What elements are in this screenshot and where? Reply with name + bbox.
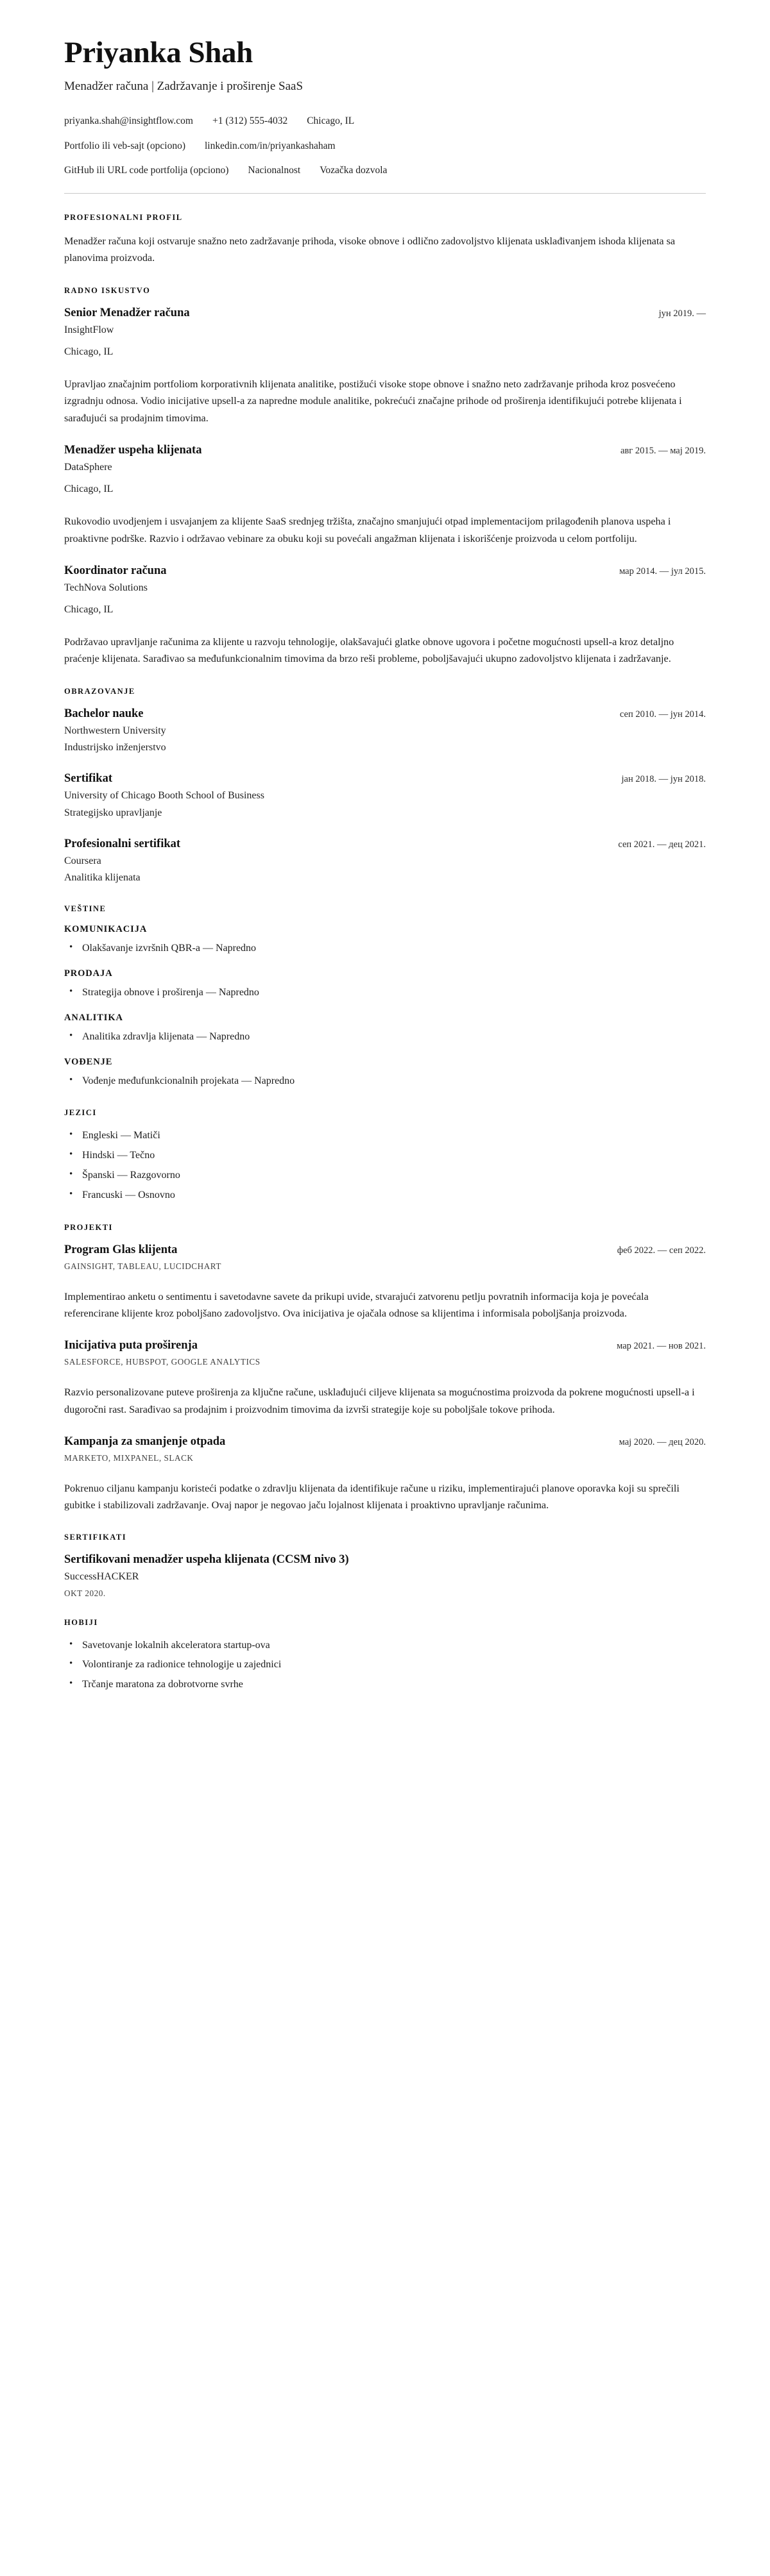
- section-title-skills: VEŠTINE: [64, 904, 107, 914]
- section-profile: [64, 213, 706, 266]
- experience-item-head: [64, 564, 706, 578]
- candidate-headline: Menadžer računa | Zadržavanje i proširenje SaaS: [64, 80, 304, 94]
- profile-summary: Menadžer računa koji ostvaruje snažno neto zadržavanje prihoda, visoke obnove i odlično zadovoljstvo klijenata usklađivanjem ishoda klijenata sa planovima proizvoda.: [64, 235, 676, 264]
- education-item-head: [64, 707, 706, 721]
- project-item-head: [64, 1338, 706, 1353]
- section-skills: [64, 904, 706, 1203]
- job-role: Senior Menadžer računa: [64, 306, 190, 319]
- education-school: University of Chicago Booth School of Business: [64, 790, 264, 802]
- education-degree: Sertifikat: [64, 772, 113, 786]
- job-role: Koordinator računa: [64, 564, 167, 577]
- experience-item-head: [64, 443, 706, 458]
- education-school: Coursera: [64, 855, 101, 866]
- hobby-item: • Volontiranje za radionice tehnologije u zajednici: [64, 1657, 706, 1673]
- certificate-item: [64, 1553, 706, 1598]
- contact-row-1: [64, 114, 706, 128]
- education-item-head: [64, 771, 706, 786]
- education-item-head: [64, 837, 706, 852]
- education-school: Northwestern University: [64, 725, 166, 736]
- language-item: • Hindski — Tečno: [64, 1148, 706, 1164]
- contact-github[interactable]: GitHub ili URL code portfolija (opciono): [64, 165, 229, 176]
- education-item: [64, 837, 706, 886]
- job-date: мар 2014. — јул 2015.: [619, 566, 706, 577]
- section-title-projects: PROJEKTI: [64, 1222, 113, 1232]
- education-field: Industrijsko inženjerstvo: [64, 742, 166, 753]
- language-item: • Francuski — Osnovno: [64, 1188, 706, 1204]
- education-date: сеп 2021. — дец 2021.: [618, 839, 706, 850]
- skill-list: [64, 1029, 706, 1045]
- skill-item: • Vođenje međufunkcionalnih projekata — Napredno: [64, 1073, 706, 1090]
- project-stack: MARKETO, MIXPANEL, SLACK: [64, 1452, 194, 1463]
- project-date: мај 2020. — дец 2020.: [619, 1436, 706, 1447]
- project-stack: GAINSIGHT, TABLEAU, LUCIDCHART: [64, 1261, 221, 1271]
- project-name: Kampanja za smanjenje otpada: [64, 1435, 226, 1448]
- section-title-experience: RADNO ISKUSTVO: [64, 285, 151, 295]
- project-item-head: [64, 1243, 706, 1258]
- experience-item: [64, 306, 706, 426]
- job-description: Rukovodio uvodjenjem i usvajanjem za klijente SaaS srednjeg tržišta, značajno smanjujući otpad implementacijom prilagođenih planova uspeha i proaktivne podrške. Razvio i održavao vebinare za obuku koji su povećali angažman klijenata i iskorišćenje proizvoda u celom portfoliju.: [64, 516, 671, 544]
- section-title-hobbies: HOBIJI: [64, 1617, 98, 1627]
- section-experience: [64, 286, 706, 668]
- contact-nationality: Nacionalnost: [248, 165, 301, 176]
- education-degree: Bachelor nauke: [64, 707, 144, 720]
- skill-category: VOĐENJE: [64, 1056, 113, 1067]
- project-item: [64, 1243, 706, 1322]
- skill-category: PRODAJA: [64, 968, 113, 979]
- job-company: DataSphere: [64, 461, 112, 473]
- certificate-name: Sertifikovani menadžer uspeha klijenata (CCSM nivo 3): [64, 1553, 349, 1567]
- experience-item: [64, 564, 706, 668]
- section-certificates: [64, 1533, 706, 1598]
- section-title-education: OBRAZOVANJE: [64, 686, 135, 696]
- skill-group: [64, 968, 706, 1001]
- project-item-head: [64, 1435, 706, 1449]
- job-company: InsightFlow: [64, 324, 114, 335]
- job-location: Chicago, IL: [64, 484, 114, 495]
- education-field: Analitika klijenata: [64, 872, 141, 884]
- contact-driving-license: Vozačka dozvola: [320, 165, 388, 176]
- project-stack: SALESFORCE, HUBSPOT, GOOGLE ANALYTICS: [64, 1357, 261, 1367]
- education-item: [64, 771, 706, 820]
- certificate-issuer: SuccessHACKER: [64, 1571, 139, 1583]
- education-item: [64, 707, 706, 755]
- project-description: Implementirao anketu o sentimentu i savetodavne savete da prikupi uvide, stvarajući zatvorenu petlju povratnih informacija koja je povećala referencirane klijente kroz poboljšano zadovoljstvo. Ova inicijativa je ojačala odnose sa klijentima i informisala poboljšanja proizvoda.: [64, 1290, 649, 1319]
- contact-location: Chicago, IL: [307, 115, 355, 127]
- job-date: авг 2015. — мај 2019.: [620, 445, 706, 456]
- skill-group: [64, 1013, 706, 1045]
- job-location: Chicago, IL: [64, 346, 114, 357]
- job-description: Upravljao značajnim portfoliom korporativnih klijenata analitike, postižući visoke stope obnove i snažno neto zadržavanje prihoda kroz posvećeno izgradnju odnosa. Vodio inicijative upsell-a za napredne module analitike, pokrećući značajne prihode od proširenja identifikujući potrebe klijenata i sarađujući sa prodajnim timovima.: [64, 378, 682, 424]
- job-location: Chicago, IL: [64, 604, 114, 616]
- candidate-name: Priyanka Shah: [64, 36, 253, 69]
- skill-item: • Olakšavanje izvršnih QBR-a — Napredno: [64, 941, 706, 957]
- project-item: [64, 1435, 706, 1514]
- project-date: мар 2021. — нов 2021.: [617, 1341, 706, 1352]
- contact-portfolio[interactable]: Portfolio ili veb-sajt (opciono): [64, 140, 185, 151]
- hobby-item: • Trčanje maratona za dobrotvorne svrhe: [64, 1677, 706, 1693]
- education-date: сеп 2010. — јун 2014.: [619, 709, 706, 720]
- project-description: Razvio personalizovane puteve proširenja za ključne račune, usklađujući ciljeve klijenata sa mogućnostima proizvoda da pokrene mogućnosti upsell-a i dugoročni rast. Sarađivao sa prodajnim i proizvodnim timovima da izvrši strategije koje su poboljšale tokove prihoda.: [64, 1386, 695, 1415]
- section-title-profile: PROFESIONALNI PROFIL: [64, 213, 183, 223]
- skill-list: [64, 1073, 706, 1090]
- section-title-certificates: SERTIFIKATI: [64, 1533, 127, 1542]
- project-description: Pokrenuo ciljanu kampanju koristeći podatke o zdravlju klijenata da identifikuje račune u riziku, implementirajući planove oporavka koji su sprečili gubitke i stabilizovali zadržavanje. Ovaj napor je negovao jaču lojalnost klijenata i proaktivno upravljanje računima.: [64, 1482, 680, 1511]
- job-description: Podržavao upravljanje računima za klijente u razvoju tehnologije, olakšavajući glatke obnove ugovora i početne mogućnosti upsell-a kroz detaljno praćenje klijenata. Sarađivao sa međufunkcionalnim timovima da brzo reši probleme, poboljšavajući ukupno zadovoljstvo klijenata i zadržavanje.: [64, 636, 674, 665]
- project-date: феб 2022. — сеп 2022.: [617, 1245, 706, 1256]
- job-role: Menadžer uspeha klijenata: [64, 443, 202, 457]
- skill-category: KOMUNIKACIJA: [64, 924, 148, 935]
- section-title-languages: JEZICI: [64, 1108, 97, 1118]
- hobby-item: • Savetovanje lokalnih akceleratora startup-ova: [64, 1638, 706, 1654]
- skill-list: [64, 985, 706, 1001]
- job-date: јун 2019. —: [658, 308, 706, 319]
- project-item: [64, 1338, 706, 1418]
- contact-email[interactable]: priyanka.shah@insightflow.com: [64, 115, 193, 127]
- language-item: • Engleski — Matiči: [64, 1128, 706, 1144]
- skill-group: [64, 1057, 706, 1090]
- project-name: Inicijativa puta proširenja: [64, 1339, 198, 1352]
- contact-row-3: [64, 164, 706, 178]
- skill-item: • Strategija obnove i proširenja — Napredno: [64, 985, 706, 1001]
- section-education: [64, 687, 706, 886]
- resume-header: [64, 37, 706, 178]
- header-divider: [64, 193, 706, 194]
- language-list: [64, 1128, 706, 1203]
- section-hobbies: [64, 1618, 706, 1693]
- skill-list: [64, 941, 706, 957]
- languages-group: [64, 1108, 706, 1203]
- hobby-list: [64, 1638, 706, 1693]
- skill-group: [64, 924, 706, 957]
- education-degree: Profesionalni sertifikat: [64, 837, 181, 850]
- section-projects: [64, 1223, 706, 1514]
- education-field: Strategijsko upravljanje: [64, 807, 162, 818]
- education-date: јан 2018. — јун 2018.: [621, 774, 706, 785]
- experience-item-head: [64, 306, 706, 321]
- contact-linkedin[interactable]: linkedin.com/in/priyankashaham: [204, 140, 336, 151]
- language-item: • Španski — Razgovorno: [64, 1168, 706, 1184]
- project-name: Program Glas klijenta: [64, 1243, 178, 1256]
- job-company: TechNova Solutions: [64, 582, 148, 593]
- skill-category: ANALITIKA: [64, 1012, 123, 1023]
- contact-row-2: [64, 139, 706, 153]
- certificate-date: OKT 2020.: [64, 1588, 106, 1598]
- contact-phone: +1 (312) 555-4032: [212, 115, 288, 127]
- skill-item: • Analitika zdravlja klijenata — Napredno: [64, 1029, 706, 1045]
- experience-item: [64, 443, 706, 547]
